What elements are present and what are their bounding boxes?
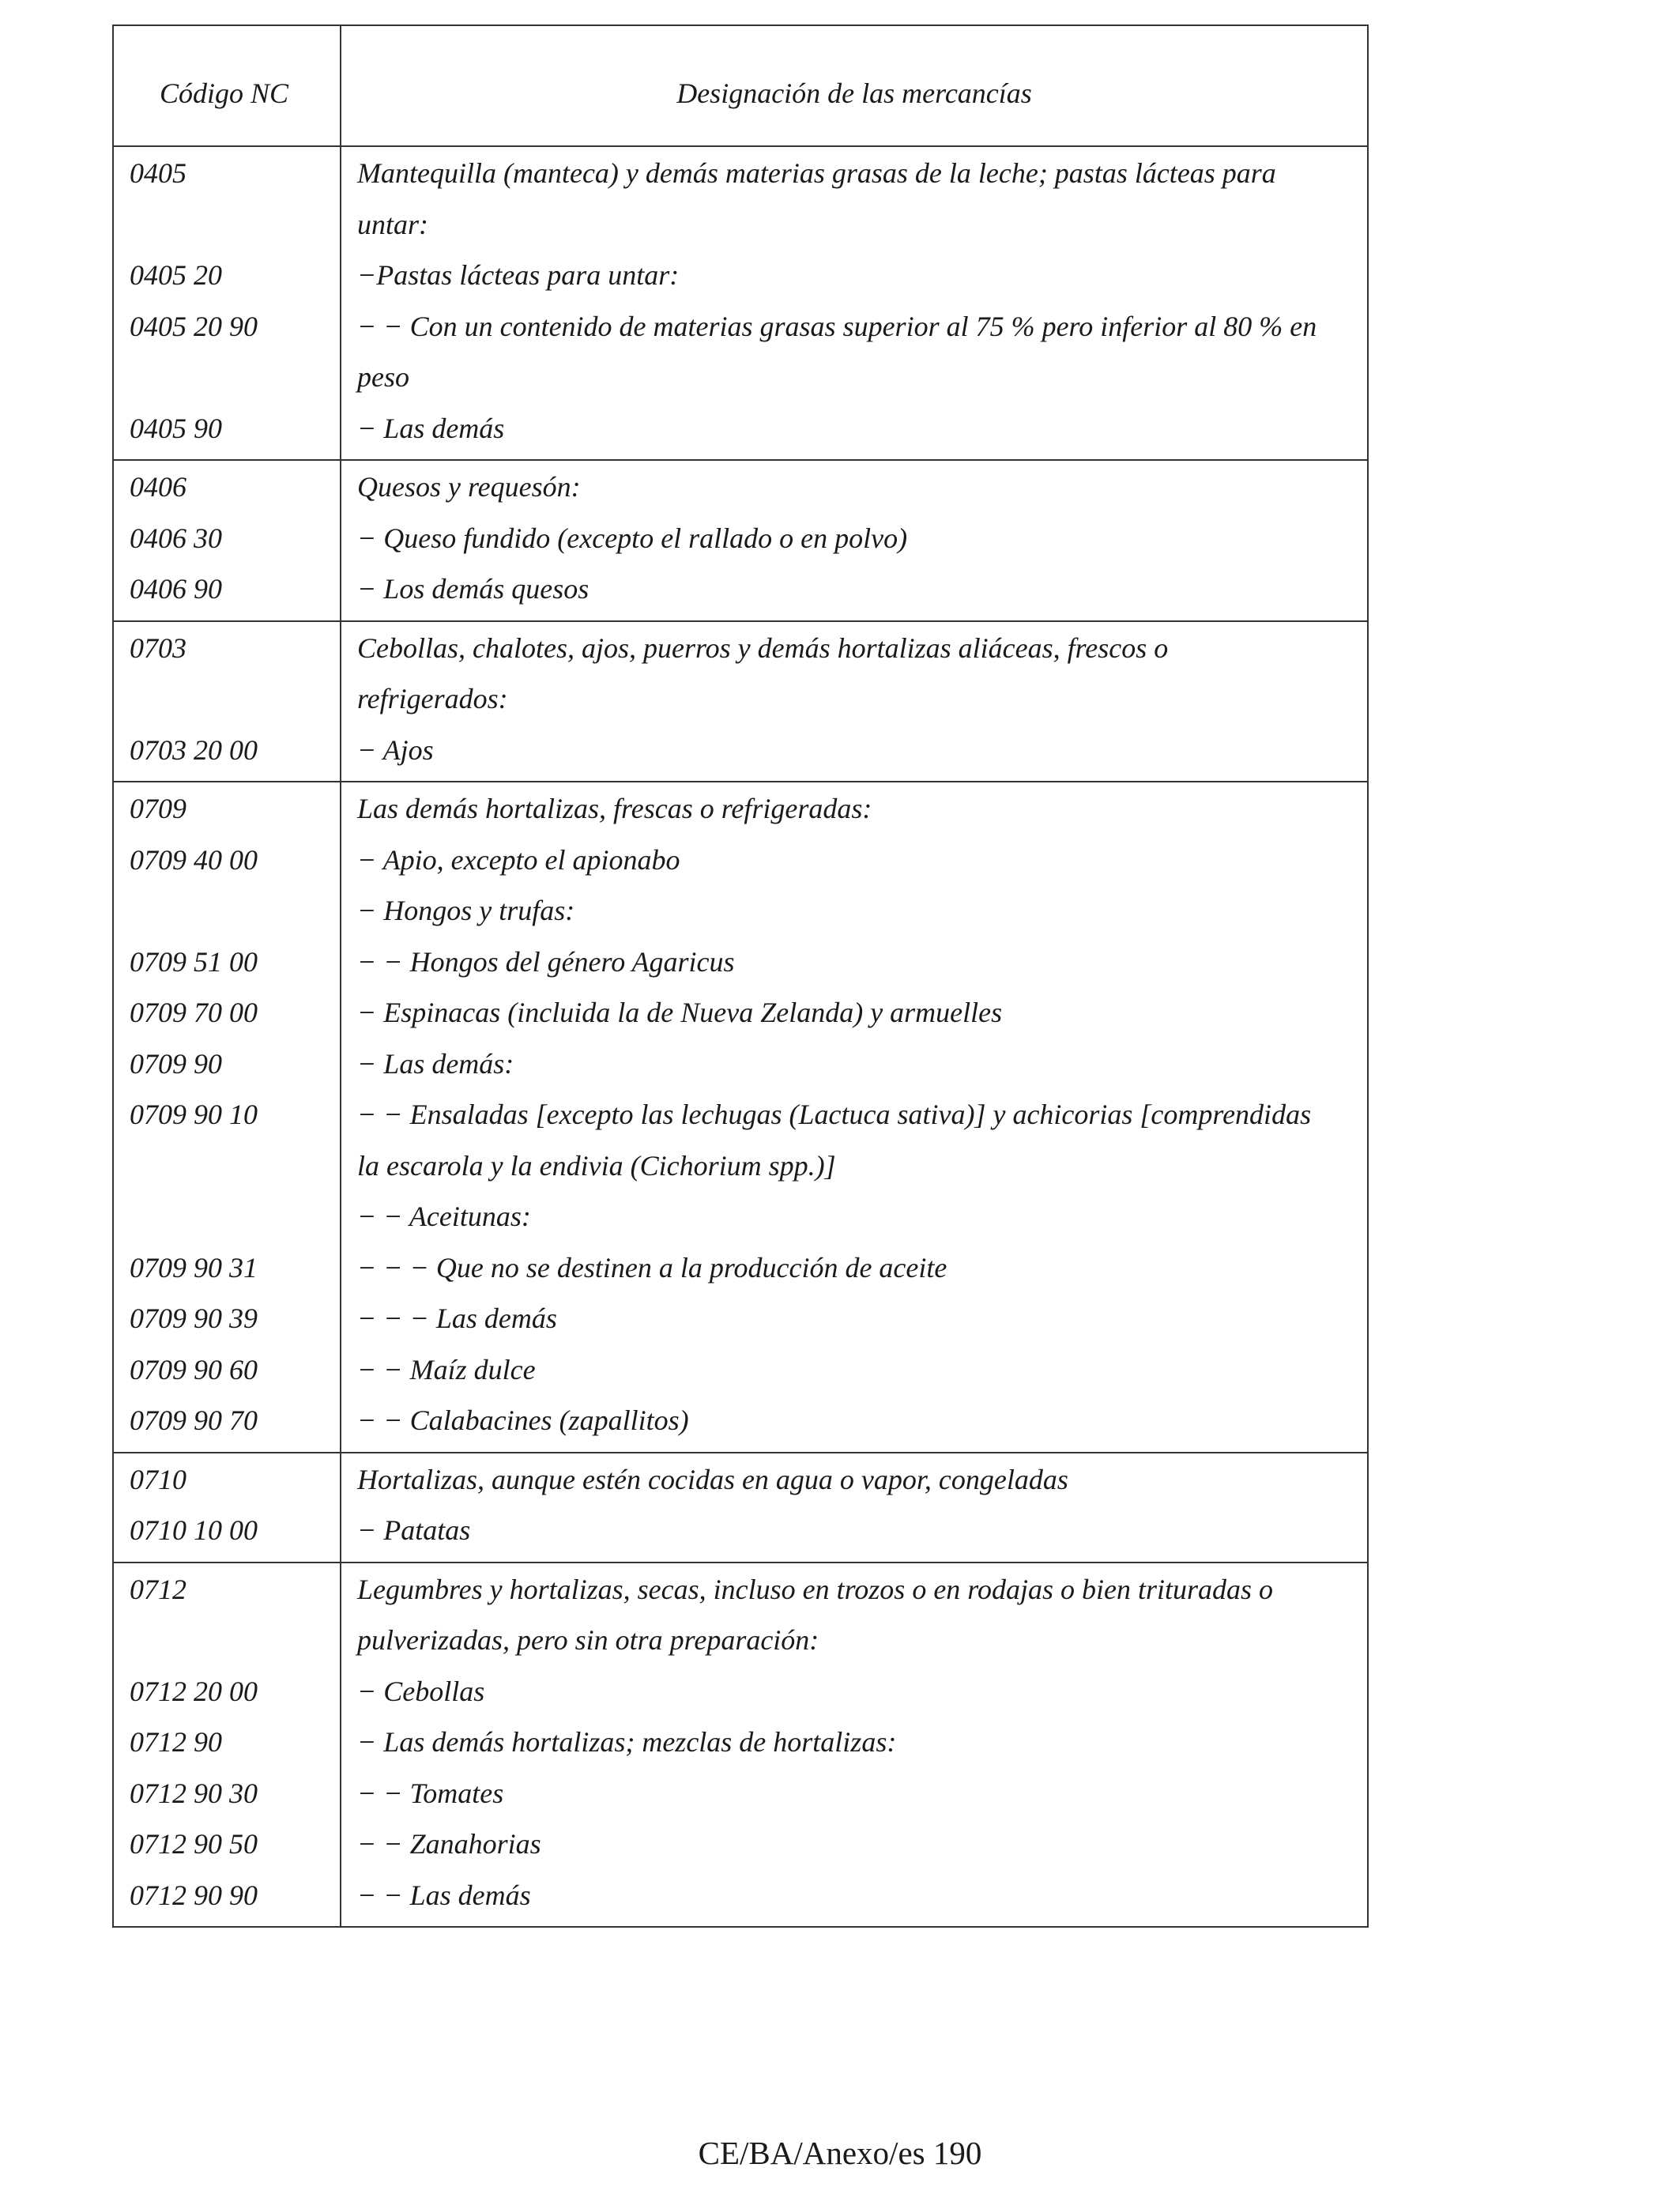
nc-code: 0709 90 [130,1047,222,1080]
nc-code: 0406 [130,471,186,503]
nc-code: 0712 90 90 [130,1879,258,1911]
nc-code [114,673,340,725]
nc-code [114,1615,340,1666]
nc-code: 0405 90 [130,412,222,444]
nc-code: 0405 20 [130,259,222,291]
designation-text: − Los demás quesos [357,573,590,605]
code-cell [113,782,341,1453]
designation-text: − Las demás: [357,1047,514,1080]
designation-cell [341,460,1368,621]
nc-code: 0712 20 00 [130,1675,258,1707]
nc-code [114,1140,340,1192]
designation-text: − Cebollas [357,1675,485,1707]
designation-text: Quesos y requesón: [357,471,581,503]
nc-code: 0709 90 31 [130,1251,258,1284]
designation-text: − − Aceitunas: [357,1201,531,1232]
nc-code: 0406 90 [130,573,222,605]
designation-text: Mantequilla (manteca) y demás materias grasas de la leche; pastas lácteas para [357,157,1276,189]
designation-text: − − Tomates [357,1777,504,1809]
designation-text: − Hongos y trufas: [357,895,575,926]
nc-code: 0709 [130,793,186,824]
designation-text: pulverizadas, pero sin otra preparación: [357,1624,819,1656]
designation-text: − − Hongos del género Agaricus [357,945,735,978]
nc-code: 0405 [130,157,186,189]
designation-text: la escarola y la endivia (Cichorium spp.)] [357,1149,836,1182]
designation-text: Cebollas, chalotes, ajos, puerros y demás hortalizas aliáceas, frescos o [357,631,1169,664]
code-cell [113,460,341,621]
nc-code: 0712 [130,1573,186,1605]
designation-text: − − Con un contenido de materias grasas superior al 75 % pero inferior al 80 % en [357,310,1317,342]
designation-text: − − − Las demás [357,1302,557,1334]
nc-code: 0709 90 60 [130,1353,258,1385]
designation-text: − Apio, excepto el apionabo [357,843,680,876]
designation-text: −Pastas lácteas para untar: [357,259,680,291]
table-header-row [113,25,1368,146]
nc-code: 0712 90 [130,1726,222,1758]
code-cell [113,1563,341,1928]
code-column-header: Código NC [113,25,341,146]
designation-text: − Las demás [357,412,505,444]
nc-code: 0710 10 00 [130,1514,258,1546]
nc-code: 0709 90 10 [130,1099,258,1130]
table-row [113,621,1368,782]
designation-text: untar: [357,208,428,240]
nc-code: 0712 90 50 [130,1828,258,1860]
designation-text: − Las demás hortalizas; mezclas de hortalizas: [357,1726,897,1758]
nc-code: 0712 90 30 [130,1777,258,1809]
nc-code [114,199,340,251]
designation-text: Las demás hortalizas, frescas o refrigeradas: [357,793,872,824]
designation-cell [341,621,1368,782]
nc-code: 0703 20 00 [130,733,258,766]
nc-code: 0703 [130,631,186,664]
nc-code: 0709 40 00 [130,843,258,876]
designation-text: − − Ensaladas [excepto las lechugas (Lactuca sativa)] y achicorias [comprendidas [357,1099,1312,1130]
tariff-table [112,25,1369,1928]
designation-text: − Ajos [357,733,434,766]
nc-code: 0710 [130,1463,186,1495]
designation-text: − − Zanahorias [357,1828,541,1860]
nc-code: 0709 51 00 [130,945,258,978]
nc-code: 0406 30 [130,522,222,554]
designation-cell [341,146,1368,460]
code-cell [113,1453,341,1563]
designation-text: − − − Que no se destinen a la producción de aceite [357,1251,947,1284]
nc-code [114,1191,340,1242]
table-row [113,1563,1368,1928]
designation-text: peso [357,361,409,393]
designation-text: − − Las demás [357,1879,531,1911]
designation-text: refrigerados: [357,683,508,714]
code-cell [113,621,341,782]
table-row [113,782,1368,1453]
page-reference: CE/BA/Anexo/es 190 [698,2135,982,2171]
designation-text: − Patatas [357,1514,471,1546]
designation-text: Legumbres y hortalizas, secas, incluso en trozos o en rodajas o bien trituradas o [357,1573,1273,1605]
nc-code [114,885,340,937]
table-row [113,146,1368,460]
designation-text: Hortalizas, aunque estén cocidas en agua o vapor, congeladas [357,1463,1068,1495]
designation-text: − − Maíz dulce [357,1353,536,1385]
designation-text: − − Calabacines (zapallitos) [357,1404,689,1436]
nc-code: 0709 70 00 [130,997,258,1028]
nc-code: 0709 90 39 [130,1302,258,1334]
table-row [113,1453,1368,1563]
designation-column-header: Designación de las mercancías [341,25,1368,146]
table-body [113,146,1368,1927]
code-cell [113,146,341,460]
designation-cell [341,1563,1368,1928]
designation-cell [341,782,1368,1453]
nc-code: 0709 90 70 [130,1404,258,1436]
designation-text: − Queso fundido (excepto el rallado o en polvo) [357,522,908,554]
table-row [113,460,1368,621]
nc-code [114,352,340,403]
nc-code: 0405 20 90 [130,310,258,342]
designation-text: − Espinacas (incluida la de Nueva Zelanda) y armuelles [357,997,1003,1028]
designation-cell [341,1453,1368,1563]
